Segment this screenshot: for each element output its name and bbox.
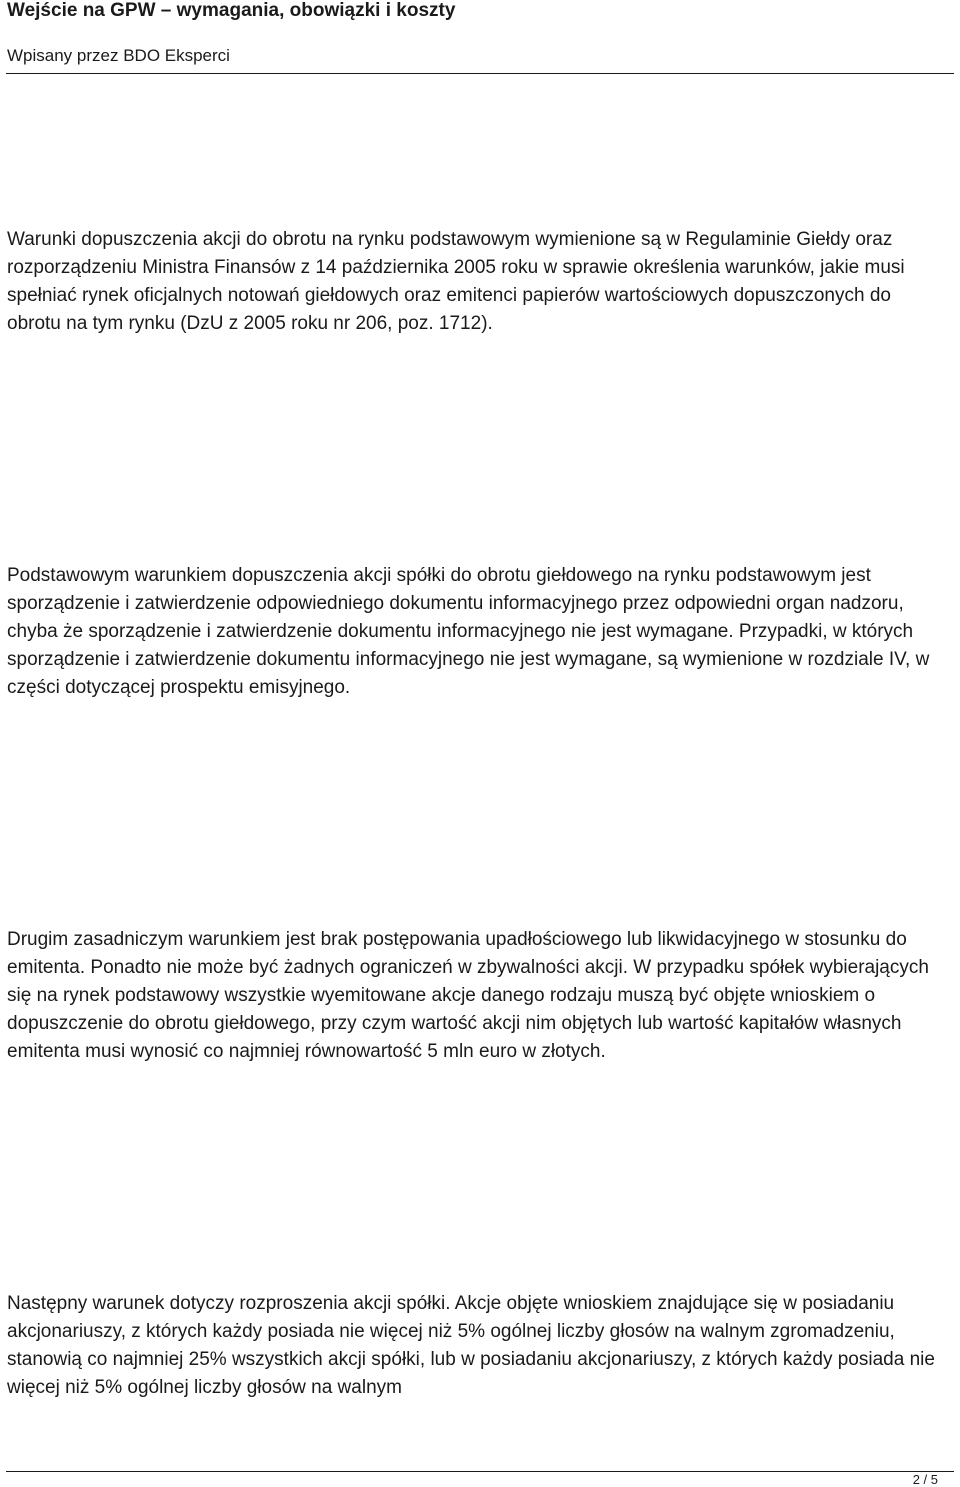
paragraph-admission-conditions: Warunki dopuszczenia akcji do obrotu na rynku podstawowym wymienione są w Regulaminie Giełdy oraz rozporządzeniu Ministra Finansów z 14 października 2005 roku w sprawie określenia warunków, jakie musi spełniać rynek oficjalnych notowań giełdowych oraz emitenci papierów wartościowych dopuszczonych do obrotu na tym rynku (DzU z 2005 roku nr 206, poz. 1712). <box>7 229 905 334</box>
footer-divider <box>6 1471 954 1472</box>
document-title: Wejście na GPW – wymagania, obowiązki i koszty <box>7 0 456 21</box>
author-line: Wpisany przez BDO Eksperci <box>7 46 230 65</box>
header-divider <box>6 73 954 74</box>
paragraph-basic-condition: Podstawowym warunkiem dopuszczenia akcji spółki do obrotu giełdowego na rynku podstawowym jest sporządzenie i zatwierdzenie odpowiedniego dokumentu informacyjnego przez odpowiedni organ nadzoru, chyba że sporządzenie i zatwierdzenie dokumentu informacyjnego nie jest wymagane. Przypadki, w których sporządzenie i zatwierdzenie dokumentu informacyjnego nie jest wymagane, są wymienione w rozdziale IV, w części dotyczącej prospektu emisyjnego. <box>7 565 930 698</box>
paragraph-second-condition: Drugim zasadniczym warunkiem jest brak postępowania upadłościowego lub likwidacyjnego w stosunku do emitenta. Ponadto nie może być żadnych ograniczeń w zbywalności akcji. W przypadku spółek wybierających się na rynek podstawowy wszystkie wyemitowane akcje danego rodzaju muszą być objęte wnioskiem o dopuszczenie do obrotu giełdowego, przy czym wartość akcji nim objętych lub wartość kapitałów własnych emitenta musi wynosić co najmniej równowartość 5 mln euro w złotych. <box>7 929 929 1062</box>
paragraph-share-dispersion: Następny warunek dotyczy rozproszenia akcji spółki. Akcje objęte wnioskiem znajdujące się w posiadaniu akcjonariuszy, z których każdy posiada nie więcej niż 5% ogólnej liczby głosów na walnym zgromadzeniu, stanowią co najmniej 25% wszystkich akcji spółki, lub w posiadaniu akcjonariuszy, z których każdy posiada nie więcej niż 5% ogólnej liczby głosów na walnym <box>7 1293 935 1398</box>
page-number: 2 / 5 <box>912 1472 938 1487</box>
